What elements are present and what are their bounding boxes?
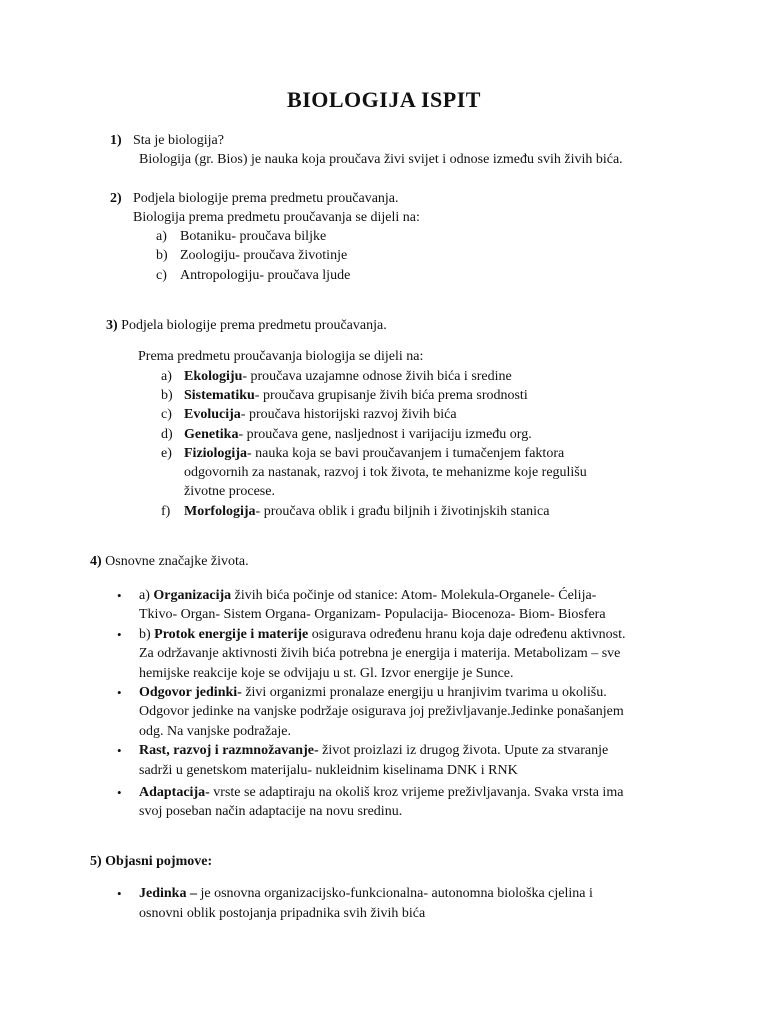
- q1-answer: Biologija (gr. Bios) je nauka koja proučava živi svijet i odnose između svih živih bića.: [139, 152, 623, 167]
- bullet-icon: •: [117, 627, 122, 642]
- q3-item-marker: c): [161, 407, 172, 422]
- q4-item: Odgovor jedinki- živi organizmi pronalaze energiju u hranjivim tvarima u okolišu.: [139, 685, 607, 700]
- q2-item-marker: a): [156, 229, 167, 244]
- q5-heading: 5) Objasni pojmove:: [90, 854, 213, 869]
- bullet-icon: •: [117, 588, 122, 603]
- q2-number: 2): [110, 191, 122, 206]
- q2-question: Podjela biologije prema predmetu proučavanja.: [133, 191, 399, 206]
- q4-question: Osnovne značajke života.: [105, 554, 249, 569]
- q3-heading: [106, 316, 387, 335]
- bullet-icon: •: [117, 785, 122, 800]
- q3-item-marker: b): [161, 388, 173, 403]
- q3-item-marker: e): [161, 446, 172, 461]
- q3-item-continuation: životne procese.: [184, 484, 275, 499]
- q3-item-marker: f): [161, 504, 171, 519]
- q3-item-marker: a): [161, 369, 172, 384]
- q5-item: Jedinka – je osnovna organizacijsko-funkcionalna- autonomna biološka cjelina i: [139, 886, 593, 901]
- q3-item: Fiziologija- nauka koja se bavi proučavanjem i tumačenjem faktora: [184, 446, 565, 461]
- q3-item-continuation: odgovornih za nastanak, razvoj i tok života, te mehanizme koje regulišu: [184, 465, 587, 480]
- q2-item-text: Antropologiju- proučava ljude: [180, 268, 351, 283]
- q3-item: Sistematiku- proučava grupisanje živih bića prema srodnosti: [184, 388, 528, 403]
- q3-number: 3): [106, 318, 118, 333]
- q5-item-continuation: osnovni oblik postojanja pripadnika svih živih bića: [139, 906, 426, 921]
- q4-item: Adaptacija- vrste se adaptiraju na okoliš kroz vrijeme preživljavanja. Svaka vrsta ima: [139, 785, 624, 800]
- q2-item-marker: b): [156, 248, 168, 263]
- q3-item: Ekologiju- proučava uzajamne odnose živih bića i sredine: [184, 369, 512, 384]
- q2-intro: Biologija prema predmetu proučavanja se dijeli na:: [133, 210, 420, 225]
- q4-item-continuation: Tkivo- Organ- Sistem Organa- Organizam- Populacija- Biocenoza- Biom- Biosfera: [139, 607, 606, 622]
- q3-intro: Prema predmetu proučavanja biologija se dijeli na:: [138, 349, 424, 364]
- q4-item-continuation: Odgovor jedinke na vanjske podržaje osigurava joj preživljavanje.Jedinke ponašanjem: [139, 704, 624, 719]
- q4-item-continuation: svoj poseban način adaptacije na novu sredinu.: [139, 804, 403, 819]
- q4-item-continuation: hemijske reakcije koje se odvijaju u st. Gl. Izvor energije je Sunce.: [139, 666, 514, 681]
- q4-item: Rast, razvoj i razmnožavanje- život proizlazi iz drugog života. Upute za stvaranje: [139, 743, 609, 758]
- q3-item: Morfologija- proučava oblik i građu biljnih i životinjskih stanica: [184, 504, 550, 519]
- q2-item-marker: c): [156, 268, 167, 283]
- bullet-icon: •: [117, 685, 122, 700]
- q1-question: Sta je biologija?: [133, 133, 224, 148]
- q3-item-marker: d): [161, 427, 173, 442]
- q4-item-continuation: Za održavanje aktivnosti živih bića potrebna je energija i materija. Metabolizam – sve: [139, 646, 621, 661]
- q4-item: a) Organizacija živih bića počinje od stanice: Atom- Molekula-Organele- Ćelija-: [139, 588, 597, 603]
- q3-item: Evolucija- proučava historijski razvoj živih bića: [184, 407, 457, 422]
- bullet-icon: •: [117, 743, 122, 758]
- q3-question: Podjela biologije prema predmetu proučavanja.: [121, 318, 387, 333]
- q2-item-text: Zoologiju- proučava životinje: [180, 248, 348, 263]
- q2-item-text: Botaniku- proučava biljke: [180, 229, 327, 244]
- q4-item: b) Protok energije i materije osigurava određenu hranu koja daje određenu aktivnost.: [139, 627, 626, 642]
- q4-heading: [90, 552, 249, 571]
- q4-item-continuation: odg. Na vanjske podražaje.: [139, 724, 291, 739]
- q3-item: Genetika- proučava gene, nasljednost i varijaciju između org.: [184, 427, 532, 442]
- q1-number: 1): [110, 133, 122, 148]
- q4-number: 4): [90, 554, 102, 569]
- q4-item-continuation: sadrži u genetskom materijalu- nukleidnim kiselinama DNK i RNK: [139, 763, 518, 778]
- bullet-icon: •: [117, 886, 122, 901]
- document-title: BIOLOGIJA ISPIT: [287, 87, 481, 112]
